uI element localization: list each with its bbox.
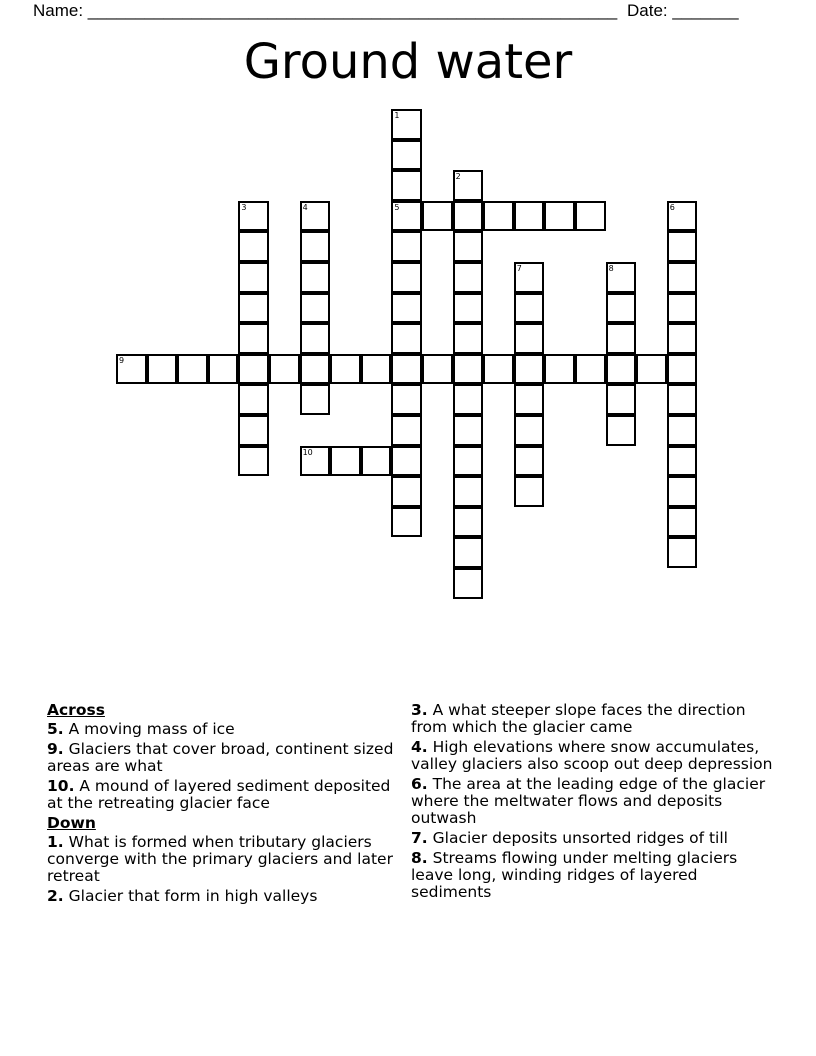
grid-cell[interactable] [208, 354, 239, 385]
grid-cell[interactable] [177, 354, 208, 385]
grid-cell[interactable] [300, 446, 331, 477]
clue-number-label: 8 [608, 264, 614, 273]
clue-down-1 [47, 834, 397, 885]
grid-cell[interactable] [361, 354, 392, 385]
clue-number: 3. [411, 701, 428, 719]
clues-column-right [411, 702, 781, 904]
grid-cell[interactable] [453, 476, 484, 507]
clue-across-10 [47, 778, 397, 812]
grid-cell[interactable] [391, 140, 422, 171]
grid-cell[interactable] [667, 354, 698, 385]
grid-cell[interactable] [391, 476, 422, 507]
grid-cell[interactable] [667, 231, 698, 262]
grid-cell[interactable] [300, 231, 331, 262]
clue-text: A what steeper slope faces the direction from which the glacier came [411, 701, 746, 736]
grid-cell[interactable] [300, 323, 331, 354]
grid-cell[interactable] [544, 201, 575, 232]
grid-cell[interactable] [483, 354, 514, 385]
clue-number: 4. [411, 738, 428, 756]
grid-cell[interactable] [636, 354, 667, 385]
clue-down-6 [411, 776, 781, 827]
grid-cell[interactable] [606, 384, 637, 415]
grid-cell[interactable] [514, 262, 545, 293]
grid-cell[interactable] [453, 384, 484, 415]
grid-cell[interactable] [116, 354, 147, 385]
grid-cell[interactable] [361, 446, 392, 477]
grid-cell[interactable] [453, 231, 484, 262]
grid-cell[interactable] [453, 323, 484, 354]
grid-cell[interactable] [575, 354, 606, 385]
clue-number: 10. [47, 777, 75, 795]
down-heading: Down [47, 814, 96, 832]
clue-text: Glacier that form in high valleys [68, 887, 318, 905]
clues-column-left [47, 702, 397, 908]
grid-cell[interactable] [514, 354, 545, 385]
grid-cell[interactable] [238, 262, 269, 293]
grid-cell[interactable] [391, 231, 422, 262]
grid-cell[interactable] [391, 262, 422, 293]
grid-cell[interactable] [391, 446, 422, 477]
clue-down-4 [411, 739, 781, 773]
clue-number-label: 9 [119, 355, 125, 365]
grid-cell[interactable] [575, 201, 606, 232]
grid-cell[interactable] [667, 415, 698, 446]
grid-cell[interactable] [269, 354, 300, 385]
clue-across-9 [47, 741, 397, 775]
grid-cell[interactable] [391, 507, 422, 538]
grid-cell[interactable] [238, 384, 269, 415]
clue-number-label: 5 [394, 202, 400, 212]
grid-cell[interactable] [391, 293, 422, 324]
grid-cell[interactable] [667, 446, 698, 477]
clue-number: 9. [47, 740, 64, 758]
grid-cell[interactable] [667, 323, 698, 354]
grid-cell[interactable] [453, 170, 484, 201]
grid-cell[interactable] [391, 354, 422, 385]
clue-number: 2. [47, 887, 64, 905]
grid-cell[interactable] [300, 293, 331, 324]
grid-cell[interactable] [238, 415, 269, 446]
grid-cell[interactable] [330, 354, 361, 385]
clue-text: Streams flowing under melting glaciers leave long, winding ridges of layered sediments [411, 849, 738, 901]
grid-cell[interactable] [453, 354, 484, 385]
date-field[interactable]: Date: _______ [627, 1, 739, 20]
grid-cell[interactable] [667, 201, 698, 232]
grid-cell[interactable] [453, 262, 484, 293]
clue-number: 1. [47, 833, 64, 851]
clue-number: 8. [411, 849, 428, 867]
grid-cell[interactable] [391, 384, 422, 415]
grid-cell[interactable] [391, 170, 422, 201]
grid-cell[interactable] [300, 201, 331, 232]
clue-down-2 [47, 888, 397, 905]
grid-cell[interactable] [514, 446, 545, 477]
grid-cell[interactable] [391, 415, 422, 446]
clue-text: Glaciers that cover broad, continent sized areas are what [47, 740, 394, 775]
clue-number: 7. [411, 829, 428, 847]
grid-cell[interactable] [483, 201, 514, 232]
grid-cell[interactable] [514, 415, 545, 446]
grid-cell[interactable] [330, 446, 361, 477]
clue-number-label: 10 [302, 447, 313, 457]
grid-cell[interactable] [391, 109, 422, 140]
clue-number-label: 6 [669, 202, 675, 212]
grid-cell[interactable] [667, 537, 698, 568]
name-field[interactable]: Name: ________________________________________________________ [33, 1, 618, 20]
clue-number-label: 2 [455, 172, 461, 182]
grid-cell[interactable] [667, 293, 698, 324]
clue-number-label: 4 [302, 202, 308, 212]
clue-down-8 [411, 850, 781, 901]
grid-cell[interactable] [606, 354, 637, 385]
grid-cell[interactable] [606, 323, 637, 354]
clue-text: The area at the leading edge of the glacier where the meltwater flows and deposits outwash [411, 775, 766, 827]
clue-text: A moving mass of ice [68, 720, 235, 738]
grid-cell[interactable] [667, 476, 698, 507]
grid-cell[interactable] [453, 415, 484, 446]
clue-down-7 [411, 830, 781, 847]
clue-number-label: 7 [516, 264, 522, 273]
grid-cell[interactable] [514, 323, 545, 354]
grid-cell[interactable] [453, 293, 484, 324]
grid-cell[interactable] [238, 231, 269, 262]
grid-cell[interactable] [544, 354, 575, 385]
grid-cell[interactable] [667, 262, 698, 293]
grid-cell[interactable] [300, 384, 331, 415]
grid-cell[interactable] [453, 568, 484, 599]
grid-cell[interactable] [606, 415, 637, 446]
grid-cell[interactable] [238, 293, 269, 324]
grid-cell[interactable] [391, 323, 422, 354]
clue-text: A mound of layered sediment deposited at the retreating glacier face [47, 777, 391, 812]
grid-cell[interactable] [238, 354, 269, 385]
grid-cell[interactable] [238, 323, 269, 354]
grid-cell[interactable] [300, 354, 331, 385]
grid-cell[interactable] [667, 507, 698, 538]
page-title: Ground water [243, 34, 573, 90]
grid-cell[interactable] [453, 537, 484, 568]
clue-text: What is formed when tributary glaciers converge with the primary glaciers and later retreat [47, 833, 393, 885]
grid-cell[interactable] [453, 507, 484, 538]
grid-cell[interactable] [514, 384, 545, 415]
grid-cell[interactable] [238, 446, 269, 477]
clue-text: High elevations where snow accumulates, valley glaciers also scoop out deep depression [411, 738, 773, 773]
clue-number-label: 1 [394, 111, 400, 120]
grid-cell[interactable] [422, 201, 453, 232]
clue-number-label: 3 [241, 202, 247, 212]
grid-cell[interactable] [514, 476, 545, 507]
grid-cell[interactable] [453, 446, 484, 477]
clue-down-3 [411, 702, 781, 736]
clue-across-5 [47, 721, 397, 738]
grid-cell[interactable] [453, 201, 484, 232]
grid-cell[interactable] [667, 384, 698, 415]
across-heading: Across [47, 701, 105, 719]
grid-cell[interactable] [300, 262, 331, 293]
grid-cell[interactable] [606, 262, 637, 293]
clue-number: 6. [411, 775, 428, 793]
clue-number: 5. [47, 720, 64, 738]
grid-cell[interactable] [147, 354, 178, 385]
grid-cell[interactable] [422, 354, 453, 385]
grid-cell[interactable] [514, 201, 545, 232]
grid-cell[interactable] [514, 293, 545, 324]
grid-cell[interactable] [606, 293, 637, 324]
clue-text: Glacier deposits unsorted ridges of till [432, 829, 728, 847]
grid-cell[interactable] [391, 201, 422, 232]
grid-cell[interactable] [238, 201, 269, 232]
